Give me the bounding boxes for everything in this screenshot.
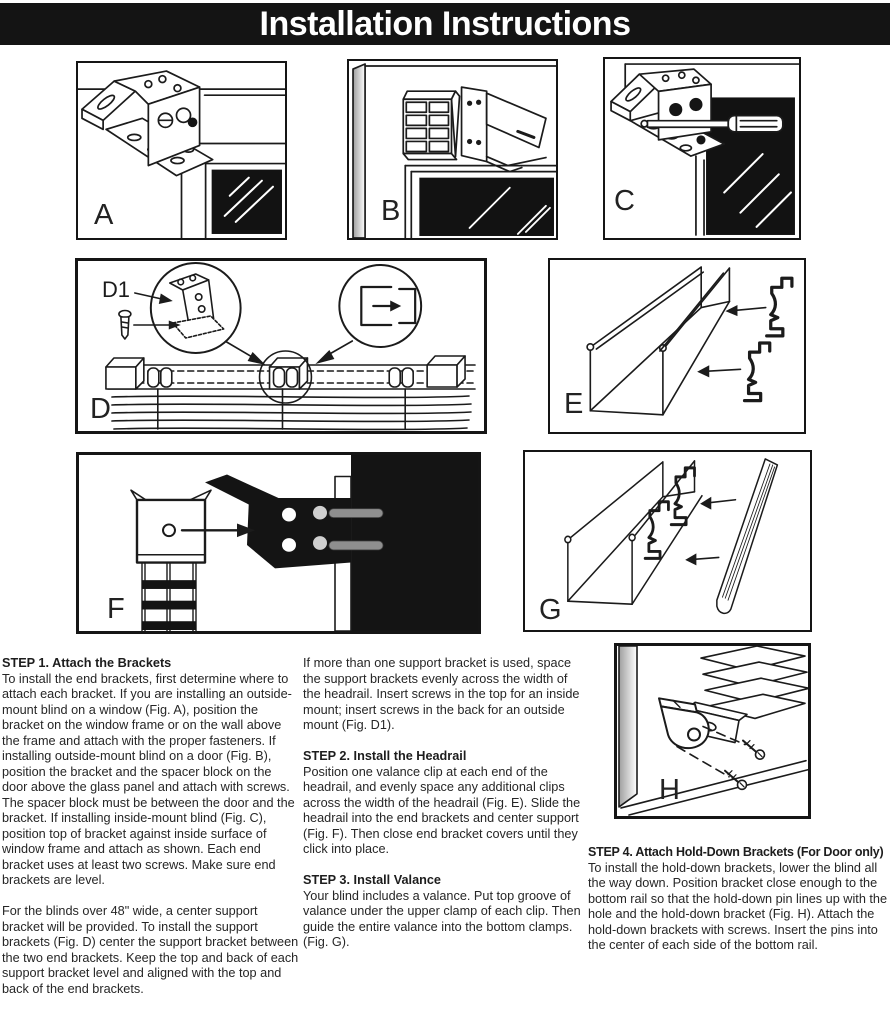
blind-ladder	[142, 563, 196, 631]
screw-icon	[119, 311, 131, 340]
end-bracket	[462, 87, 546, 171]
insert-arrows	[685, 497, 735, 566]
figure-e-illustration	[550, 260, 804, 432]
figure-f-label: F	[107, 593, 125, 625]
support-bracket-callout	[151, 263, 241, 353]
figure-d-illustration	[78, 261, 484, 431]
valance-clip-profile	[645, 502, 668, 559]
end-bracket	[611, 69, 724, 156]
figure-f-panel	[76, 452, 481, 634]
spacer-block	[403, 91, 459, 159]
figure-f-illustration	[79, 455, 478, 631]
step1-heading: STEP 1. Attach the Brackets	[2, 656, 172, 670]
instructions-column-1	[2, 656, 300, 1013]
step1-paragraph-1: To install the end brackets, first determine where to attach each bracket. If you are installing an outside-mount blind on a window (Fig. A), position the bracket on the window frame or on the wall above the frame and attach with the proper fasteners. If installing outside-mount blind on a door (Fig. B), position the bracket and the spacer block on the door above the glass panel and attach with screws. The spacer block must be between the door and the bracket. If installing inside-mount blind (Fig. C), position top of bracket against inside surface of window frame and attach as shown. Each end bracket uses at least two screws. Make sure end brackets are level.	[2, 671, 295, 887]
figure-g-illustration	[525, 452, 810, 630]
end-bracket-with-cover	[205, 475, 351, 569]
figure-a-panel	[76, 61, 287, 240]
instructions-column-3	[588, 845, 890, 969]
figure-c-label: C	[614, 185, 635, 217]
step1-paragraph-3: If more than one support bracket is used, space the support brackets evenly across the width of the headrail. Insert screws in the top for an inside mount; insert screws in the back for an outside mount (Fig. D1).	[303, 656, 580, 732]
instructions-column-2	[303, 656, 588, 966]
valance-clip-profile	[671, 468, 694, 525]
end-bracket	[82, 71, 213, 176]
figure-e-label: E	[564, 388, 584, 420]
step4-paragraph: To install the hold-down brackets, lower the blind all the way down. Position bracket close enough to the bottom rail so that the hold-down pin lines up with the hole and the hold-down bracket (Fig. H). Attach the hold-down brackets with screws. Insert the pins into the center of each side of the bottom rail.	[588, 860, 888, 952]
figure-g-panel	[523, 450, 812, 632]
figure-d1-label: D1	[101, 276, 131, 303]
figure-h-panel	[614, 643, 811, 819]
header-bar	[0, 3, 890, 45]
valance-board	[717, 459, 778, 613]
figure-d-label: D	[90, 393, 111, 425]
door-edge	[619, 646, 637, 807]
headrail-channel	[565, 461, 702, 604]
valance-clip-profile	[745, 343, 770, 401]
figure-b-panel	[347, 59, 558, 240]
step4-heading: STEP 4. Attach Hold-Down Brackets (For Door only)	[588, 845, 884, 859]
step3-heading: STEP 3. Install Valance	[303, 873, 441, 887]
figure-g-label: G	[539, 594, 562, 626]
headrail-channel	[587, 267, 729, 415]
door-glass	[419, 178, 554, 236]
step2-paragraph: Position one valance clip at each end of the headrail, and evenly space any additional clips across the width of the headrail (Fig. E). Slide the headrail into the end brackets and center support (Fig. F). Then close end bracket covers until they click into place.	[303, 764, 581, 856]
figure-e-panel	[548, 258, 806, 434]
figure-d-panel	[75, 258, 487, 434]
figure-b-label: B	[381, 195, 401, 227]
figure-h-illustration	[617, 646, 808, 816]
left-end-bracket	[106, 358, 144, 389]
step1-paragraph-2: For the blinds over 48" wide, a center support bracket will be provided. To install the support brackets (Fig. D) center the support bracket between the two end brackets. Keep the top and back of each support bracket level and aligned with the top and back of the end brackets.	[2, 904, 299, 996]
step3-paragraph: Your blind includes a valance. Put top groove of valance under the upper clamp of each clip. Then guide the entire valance into the bottom clamps. (Fig. G).	[303, 888, 581, 949]
valance-clip-profile	[767, 278, 792, 336]
slide-direction-callout	[339, 265, 421, 347]
right-end-bracket	[427, 356, 465, 387]
headrail-end	[131, 490, 211, 562]
figure-a-label: A	[94, 199, 114, 231]
step2-heading: STEP 2. Install the Headrail	[303, 749, 467, 763]
clip-arrows	[697, 305, 766, 377]
page-title: Installation Instructions	[259, 4, 631, 43]
figure-h-label: H	[659, 774, 680, 806]
figure-c-panel	[603, 57, 801, 240]
blind-slats	[112, 389, 471, 429]
